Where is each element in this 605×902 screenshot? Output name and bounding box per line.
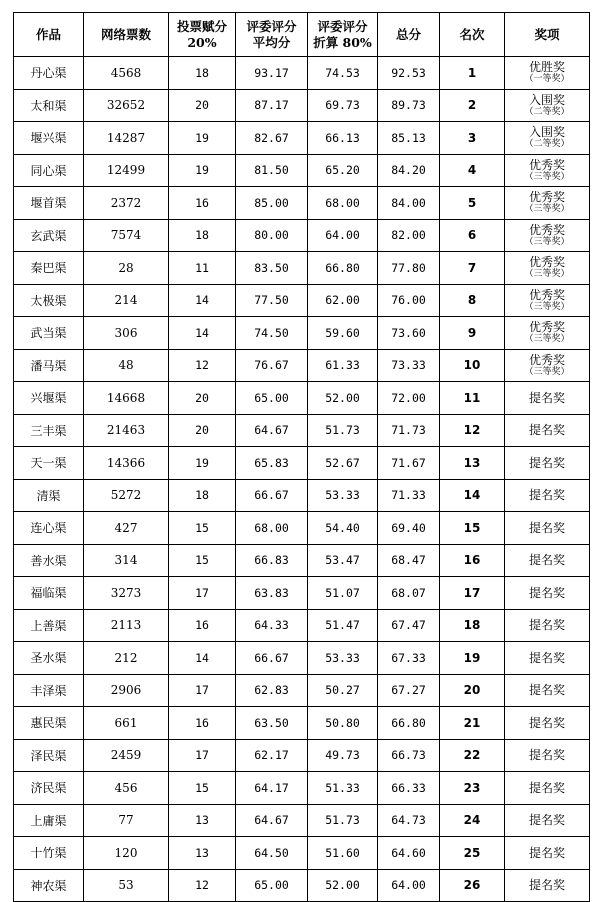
table-row <box>14 154 590 187</box>
award-label: 提名奖 <box>528 553 565 568</box>
cell-judge-avg: 63.50 <box>236 707 308 740</box>
cell-vote-score: 16 <box>169 609 236 642</box>
cell-vote-score: 17 <box>169 674 236 707</box>
table-row <box>14 837 590 870</box>
cell-work: 泽民渠 <box>14 739 84 772</box>
table-row <box>14 317 590 350</box>
cell-votes: 456 <box>84 772 169 805</box>
header-votes: 网络票数 <box>84 13 169 57</box>
award-label: 优秀奖 <box>528 255 565 270</box>
cell-rank: 12 <box>440 414 505 447</box>
cell-vote-score: 20 <box>169 382 236 415</box>
award-grade: （三等奖） <box>524 236 570 247</box>
header-rank: 名次 <box>440 13 505 57</box>
table-row <box>14 57 590 90</box>
cell-rank: 17 <box>440 577 505 610</box>
table-header-row <box>14 13 590 57</box>
cell-judge-80: 54.40 <box>308 512 378 545</box>
cell-judge-avg: 77.50 <box>236 284 308 317</box>
cell-judge-80: 50.27 <box>308 674 378 707</box>
cell-total: 66.33 <box>378 772 440 805</box>
cell-award <box>505 837 590 870</box>
cell-judge-80: 59.60 <box>308 317 378 350</box>
cell-votes: 2372 <box>84 187 169 220</box>
cell-votes: 5272 <box>84 479 169 512</box>
award-label: 提名奖 <box>528 650 565 665</box>
cell-rank: 9 <box>440 317 505 350</box>
header-judge-avg <box>236 13 308 57</box>
table-row <box>14 479 590 512</box>
cell-total: 73.60 <box>378 317 440 350</box>
cell-judge-avg: 85.00 <box>236 187 308 220</box>
cell-total: 68.47 <box>378 544 440 577</box>
cell-votes: 21463 <box>84 414 169 447</box>
cell-work: 同心渠 <box>14 154 84 187</box>
cell-judge-80: 65.20 <box>308 154 378 187</box>
cell-votes: 14287 <box>84 122 169 155</box>
cell-judge-80: 50.80 <box>308 707 378 740</box>
cell-judge-avg: 64.67 <box>236 804 308 837</box>
header-judge-80-line2: 折算 80% <box>313 34 372 50</box>
award-grade: （二等奖） <box>524 106 570 117</box>
cell-votes: 4568 <box>84 57 169 90</box>
award-label: 提名奖 <box>528 390 565 405</box>
cell-votes: 3273 <box>84 577 169 610</box>
cell-rank: 20 <box>440 674 505 707</box>
cell-votes: 48 <box>84 349 169 382</box>
table-row <box>14 284 590 317</box>
cell-votes: 14668 <box>84 382 169 415</box>
results-table <box>13 12 590 902</box>
award-grade: （三等奖） <box>524 171 570 182</box>
cell-judge-80: 52.67 <box>308 447 378 480</box>
cell-award <box>505 642 590 675</box>
table-row <box>14 772 590 805</box>
cell-rank: 10 <box>440 349 505 382</box>
cell-judge-avg: 93.17 <box>236 57 308 90</box>
cell-total: 84.20 <box>378 154 440 187</box>
cell-rank: 13 <box>440 447 505 480</box>
cell-judge-80: 66.80 <box>308 252 378 285</box>
table-row <box>14 804 590 837</box>
cell-judge-avg: 80.00 <box>236 219 308 252</box>
table-row <box>14 642 590 675</box>
table-row <box>14 122 590 155</box>
cell-rank: 16 <box>440 544 505 577</box>
table-row <box>14 512 590 545</box>
table-row <box>14 577 590 610</box>
cell-work: 堰首渠 <box>14 187 84 220</box>
cell-votes: 77 <box>84 804 169 837</box>
cell-work: 惠民渠 <box>14 707 84 740</box>
header-judge-avg-line1: 评委评分 <box>246 18 297 34</box>
award-label: 优秀奖 <box>528 352 565 367</box>
cell-work: 兴堰渠 <box>14 382 84 415</box>
cell-total: 71.33 <box>378 479 440 512</box>
cell-votes: 12499 <box>84 154 169 187</box>
award-grade: （三等奖） <box>524 334 570 345</box>
award-label: 提名奖 <box>528 748 565 763</box>
cell-judge-avg: 87.17 <box>236 89 308 122</box>
cell-total: 71.73 <box>378 414 440 447</box>
cell-judge-80: 68.00 <box>308 187 378 220</box>
cell-total: 77.80 <box>378 252 440 285</box>
header-total: 总分 <box>378 13 440 57</box>
cell-total: 84.00 <box>378 187 440 220</box>
cell-vote-score: 13 <box>169 837 236 870</box>
cell-judge-avg: 68.00 <box>236 512 308 545</box>
cell-total: 73.33 <box>378 349 440 382</box>
cell-votes: 2113 <box>84 609 169 642</box>
cell-total: 67.47 <box>378 609 440 642</box>
award-label: 提名奖 <box>528 520 565 535</box>
cell-votes: 427 <box>84 512 169 545</box>
award-label: 提名奖 <box>528 423 565 438</box>
cell-vote-score: 19 <box>169 154 236 187</box>
cell-award <box>505 57 590 90</box>
cell-judge-avg: 83.50 <box>236 252 308 285</box>
award-label: 优胜奖 <box>528 60 565 75</box>
cell-total: 85.13 <box>378 122 440 155</box>
table-row <box>14 739 590 772</box>
header-award: 奖项 <box>505 13 590 57</box>
award-label: 优秀奖 <box>528 190 565 205</box>
cell-vote-score: 12 <box>169 349 236 382</box>
cell-judge-80: 53.33 <box>308 642 378 675</box>
cell-award <box>505 609 590 642</box>
cell-judge-80: 66.13 <box>308 122 378 155</box>
cell-work: 潘马渠 <box>14 349 84 382</box>
cell-work: 善水渠 <box>14 544 84 577</box>
cell-work: 武当渠 <box>14 317 84 350</box>
cell-rank: 7 <box>440 252 505 285</box>
table-row <box>14 674 590 707</box>
cell-rank: 19 <box>440 642 505 675</box>
cell-total: 69.40 <box>378 512 440 545</box>
cell-award <box>505 414 590 447</box>
award-label: 优秀奖 <box>528 222 565 237</box>
cell-vote-score: 20 <box>169 89 236 122</box>
cell-rank: 22 <box>440 739 505 772</box>
header-work: 作品 <box>14 13 84 57</box>
cell-work: 三丰渠 <box>14 414 84 447</box>
award-grade: （三等奖） <box>524 269 570 280</box>
table-row <box>14 447 590 480</box>
award-label: 提名奖 <box>528 585 565 600</box>
cell-judge-80: 62.00 <box>308 284 378 317</box>
award-label: 入围奖 <box>528 125 565 140</box>
cell-rank: 11 <box>440 382 505 415</box>
award-label: 优秀奖 <box>528 157 565 172</box>
cell-judge-avg: 81.50 <box>236 154 308 187</box>
cell-total: 67.33 <box>378 642 440 675</box>
cell-judge-80: 52.00 <box>308 869 378 902</box>
cell-vote-score: 18 <box>169 479 236 512</box>
cell-rank: 23 <box>440 772 505 805</box>
cell-work: 清渠 <box>14 479 84 512</box>
cell-vote-score: 11 <box>169 252 236 285</box>
cell-award <box>505 512 590 545</box>
cell-vote-score: 18 <box>169 219 236 252</box>
cell-judge-80: 51.07 <box>308 577 378 610</box>
cell-vote-score: 15 <box>169 544 236 577</box>
cell-judge-avg: 64.33 <box>236 609 308 642</box>
cell-award <box>505 382 590 415</box>
cell-vote-score: 19 <box>169 122 236 155</box>
cell-work: 太和渠 <box>14 89 84 122</box>
cell-vote-score: 19 <box>169 447 236 480</box>
cell-rank: 6 <box>440 219 505 252</box>
table-row <box>14 187 590 220</box>
cell-total: 82.00 <box>378 219 440 252</box>
cell-votes: 314 <box>84 544 169 577</box>
award-grade: （一等奖） <box>524 74 570 85</box>
cell-judge-avg: 76.67 <box>236 349 308 382</box>
cell-total: 68.07 <box>378 577 440 610</box>
cell-judge-avg: 66.83 <box>236 544 308 577</box>
cell-vote-score: 16 <box>169 187 236 220</box>
cell-rank: 5 <box>440 187 505 220</box>
cell-vote-score: 15 <box>169 772 236 805</box>
cell-total: 71.67 <box>378 447 440 480</box>
cell-vote-score: 15 <box>169 512 236 545</box>
cell-votes: 2906 <box>84 674 169 707</box>
table-row <box>14 382 590 415</box>
header-judge-80 <box>308 13 378 57</box>
cell-votes: 32652 <box>84 89 169 122</box>
cell-rank: 25 <box>440 837 505 870</box>
header-vote-score-line2: 20% <box>187 34 217 50</box>
award-label: 提名奖 <box>528 845 565 860</box>
cell-judge-avg: 64.17 <box>236 772 308 805</box>
header-judge-avg-line2: 平均分 <box>252 34 291 50</box>
award-label: 入围奖 <box>528 92 565 107</box>
cell-judge-80: 74.53 <box>308 57 378 90</box>
cell-work: 太极渠 <box>14 284 84 317</box>
table-row <box>14 414 590 447</box>
cell-work: 连心渠 <box>14 512 84 545</box>
cell-vote-score: 14 <box>169 284 236 317</box>
cell-judge-80: 52.00 <box>308 382 378 415</box>
cell-vote-score: 14 <box>169 317 236 350</box>
cell-judge-avg: 64.67 <box>236 414 308 447</box>
cell-judge-80: 49.73 <box>308 739 378 772</box>
table-row <box>14 707 590 740</box>
cell-judge-80: 51.47 <box>308 609 378 642</box>
cell-judge-avg: 62.83 <box>236 674 308 707</box>
table-row <box>14 544 590 577</box>
cell-judge-80: 61.33 <box>308 349 378 382</box>
cell-judge-80: 51.60 <box>308 837 378 870</box>
cell-judge-avg: 82.67 <box>236 122 308 155</box>
cell-votes: 14366 <box>84 447 169 480</box>
award-grade: （三等奖） <box>524 366 570 377</box>
table-row <box>14 869 590 902</box>
cell-judge-avg: 66.67 <box>236 642 308 675</box>
cell-work: 堰兴渠 <box>14 122 84 155</box>
cell-rank: 4 <box>440 154 505 187</box>
cell-vote-score: 17 <box>169 739 236 772</box>
cell-vote-score: 13 <box>169 804 236 837</box>
award-grade: （二等奖） <box>524 139 570 150</box>
cell-work: 上庸渠 <box>14 804 84 837</box>
header-vote-score-line1: 投票赋分 <box>176 18 227 34</box>
cell-award <box>505 707 590 740</box>
cell-judge-80: 53.33 <box>308 479 378 512</box>
cell-judge-80: 53.47 <box>308 544 378 577</box>
cell-work: 圣水渠 <box>14 642 84 675</box>
cell-total: 66.73 <box>378 739 440 772</box>
cell-award <box>505 122 590 155</box>
cell-total: 76.00 <box>378 284 440 317</box>
table-row <box>14 349 590 382</box>
cell-rank: 24 <box>440 804 505 837</box>
cell-work: 玄武渠 <box>14 219 84 252</box>
cell-rank: 15 <box>440 512 505 545</box>
cell-award <box>505 479 590 512</box>
cell-votes: 7574 <box>84 219 169 252</box>
cell-judge-avg: 65.00 <box>236 382 308 415</box>
header-vote-score <box>169 13 236 57</box>
award-label: 优秀奖 <box>528 287 565 302</box>
cell-rank: 1 <box>440 57 505 90</box>
cell-award <box>505 284 590 317</box>
cell-award <box>505 772 590 805</box>
cell-vote-score: 14 <box>169 642 236 675</box>
cell-award <box>505 674 590 707</box>
cell-votes: 214 <box>84 284 169 317</box>
cell-award <box>505 219 590 252</box>
cell-total: 64.60 <box>378 837 440 870</box>
cell-award <box>505 804 590 837</box>
cell-award <box>505 154 590 187</box>
cell-total: 72.00 <box>378 382 440 415</box>
cell-award <box>505 89 590 122</box>
award-grade: （三等奖） <box>524 204 570 215</box>
header-judge-80-line1: 评委评分 <box>317 18 368 34</box>
cell-rank: 26 <box>440 869 505 902</box>
cell-award <box>505 349 590 382</box>
table-row <box>14 219 590 252</box>
cell-work: 上善渠 <box>14 609 84 642</box>
cell-judge-80: 51.73 <box>308 414 378 447</box>
cell-work: 济民渠 <box>14 772 84 805</box>
award-label: 提名奖 <box>528 715 565 730</box>
cell-rank: 18 <box>440 609 505 642</box>
cell-award <box>505 317 590 350</box>
cell-work: 福临渠 <box>14 577 84 610</box>
cell-judge-avg: 64.50 <box>236 837 308 870</box>
cell-rank: 14 <box>440 479 505 512</box>
cell-judge-80: 51.33 <box>308 772 378 805</box>
cell-rank: 3 <box>440 122 505 155</box>
cell-total: 64.00 <box>378 869 440 902</box>
cell-votes: 53 <box>84 869 169 902</box>
cell-vote-score: 12 <box>169 869 236 902</box>
cell-award <box>505 447 590 480</box>
table-row <box>14 609 590 642</box>
cell-award <box>505 739 590 772</box>
award-label: 提名奖 <box>528 683 565 698</box>
cell-votes: 661 <box>84 707 169 740</box>
cell-work: 丹心渠 <box>14 57 84 90</box>
cell-rank: 21 <box>440 707 505 740</box>
cell-award <box>505 869 590 902</box>
table-row <box>14 89 590 122</box>
cell-judge-80: 69.73 <box>308 89 378 122</box>
cell-rank: 2 <box>440 89 505 122</box>
cell-vote-score: 17 <box>169 577 236 610</box>
award-grade: （三等奖） <box>524 301 570 312</box>
table-body <box>14 57 590 902</box>
cell-judge-avg: 74.50 <box>236 317 308 350</box>
cell-total: 89.73 <box>378 89 440 122</box>
award-label: 提名奖 <box>528 618 565 633</box>
cell-judge-80: 51.73 <box>308 804 378 837</box>
award-label: 优秀奖 <box>528 320 565 335</box>
cell-work: 天一渠 <box>14 447 84 480</box>
cell-votes: 306 <box>84 317 169 350</box>
cell-vote-score: 18 <box>169 57 236 90</box>
cell-total: 67.27 <box>378 674 440 707</box>
cell-votes: 120 <box>84 837 169 870</box>
table-row <box>14 252 590 285</box>
cell-total: 64.73 <box>378 804 440 837</box>
cell-judge-avg: 65.00 <box>236 869 308 902</box>
award-label: 提名奖 <box>528 813 565 828</box>
cell-work: 丰泽渠 <box>14 674 84 707</box>
cell-judge-avg: 62.17 <box>236 739 308 772</box>
cell-award <box>505 187 590 220</box>
cell-rank: 8 <box>440 284 505 317</box>
cell-total: 66.80 <box>378 707 440 740</box>
cell-award <box>505 577 590 610</box>
cell-judge-80: 64.00 <box>308 219 378 252</box>
cell-work: 神农渠 <box>14 869 84 902</box>
cell-work: 十竹渠 <box>14 837 84 870</box>
cell-votes: 2459 <box>84 739 169 772</box>
award-label: 提名奖 <box>528 488 565 503</box>
cell-judge-avg: 63.83 <box>236 577 308 610</box>
cell-votes: 28 <box>84 252 169 285</box>
cell-judge-avg: 66.67 <box>236 479 308 512</box>
award-label: 提名奖 <box>528 780 565 795</box>
cell-votes: 212 <box>84 642 169 675</box>
award-label: 提名奖 <box>528 455 565 470</box>
award-label: 提名奖 <box>528 878 565 893</box>
cell-vote-score: 16 <box>169 707 236 740</box>
cell-total: 92.53 <box>378 57 440 90</box>
cell-award <box>505 252 590 285</box>
cell-vote-score: 20 <box>169 414 236 447</box>
cell-award <box>505 544 590 577</box>
cell-judge-avg: 65.83 <box>236 447 308 480</box>
cell-work: 秦巴渠 <box>14 252 84 285</box>
